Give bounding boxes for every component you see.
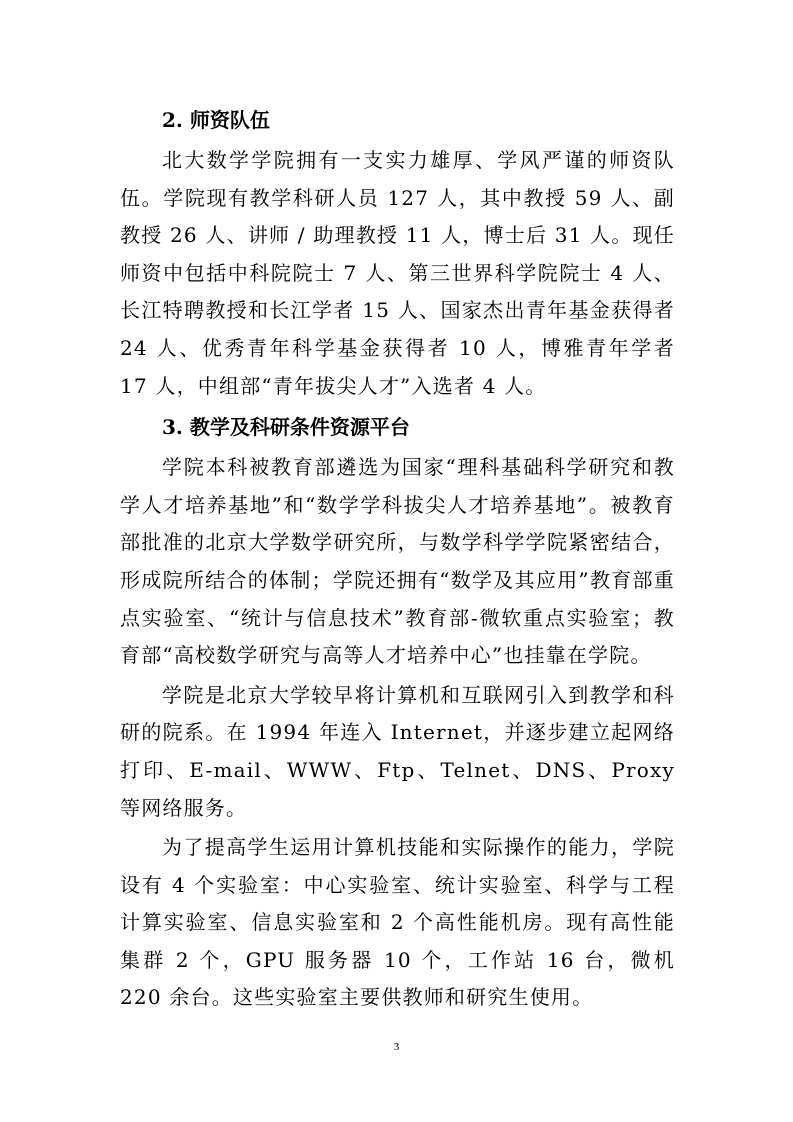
section-faculty — [120, 98, 675, 405]
paragraph-labs: 为了提高学生运用计算机技能和实际操作的能力，学院设有 4 个实验室：中心实验室、统计实验室、科学与工程计算实验室、信息实验室和 2 个高性能机房。现有高性能集群 2 个，GPU 服务器 10 个，工作站 16 台，微机 220 余台。这些实验室主要供教师和研究生使用。 — [120, 835, 675, 1010]
paragraph-teaching-bases: 学院本科被教育部遴选为国家“理科基础科学研究和教学人才培养基地”和“数学学科拔尖人才培养基地”。被教育部批准的北京大学数学研究所，与数学科学学院紧密结合，形成院所结合的体制；学院还拥有“数学及其应用”教育部重点实验室、“统计与信息技术”教育部-微软重点实验室；教育部“高校数学研究与高等人才培养中心”也挂靠在学院。 — [120, 455, 675, 668]
paragraph-network: 学院是北京大学较早将计算机和互联网引入到教学和科研的院系。在 1994 年连入 Internet，并逐步建立起网络打印、E-mail、WWW、Ftp、Telnet、DNS、Proxy 等网络服务。 — [120, 682, 675, 820]
page-number: 3 — [393, 1041, 400, 1053]
section-heading-resources: 3. 教学及科研条件资源平台 — [162, 415, 410, 440]
paragraph-faculty: 北大数学学院拥有一支实力雄厚、学风严谨的师资队伍。学院现有教学科研人员 127 人，其中教授 59 人、副教授 26 人、讲师 / 助理教授 11 人，博士后 31 人。现任师资中包括中科院院士 7 人、第三世界科学院院士 4 人、长江特聘教授和长江学者 15 人、国家杰出青年基金获得者 24 人、优秀青年科学基金获得者 10 人，博雅青年学者 17 人，中组部“青年拔尖人才”入选者 4 人。 — [120, 148, 675, 398]
page-body — [120, 98, 675, 1017]
section-resources — [120, 405, 675, 1017]
section-heading-faculty: 2. 师资队伍 — [162, 108, 270, 132]
